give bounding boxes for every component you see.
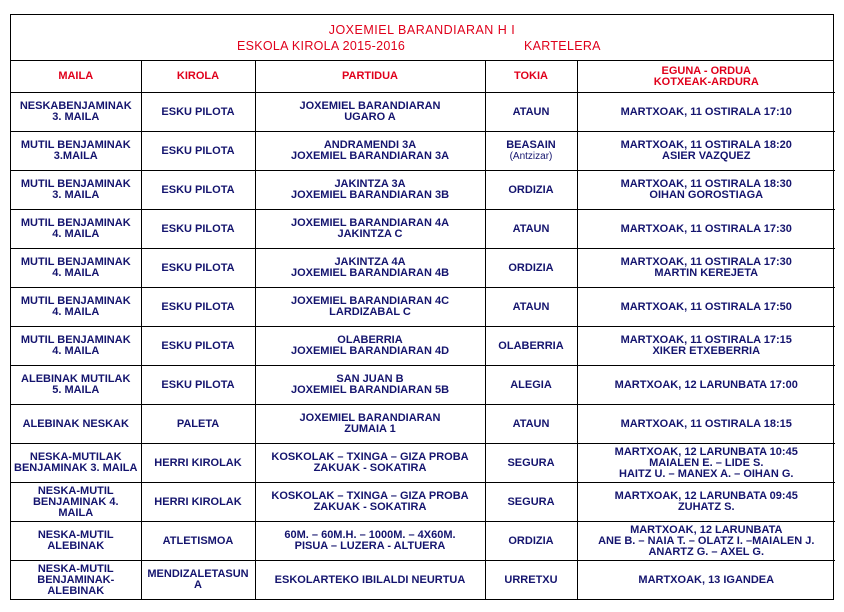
- cell-partidua-text: OLABERRIA JOXEMIEL BARANDIARAN 4D: [290, 334, 450, 357]
- cell-tokia: [485, 93, 577, 132]
- table-row: [11, 405, 835, 444]
- cell-maila: [11, 561, 141, 600]
- cell-partidua: [255, 444, 485, 483]
- cell-eguna-ordua: [577, 93, 835, 132]
- header-kirola: KIROLA: [141, 61, 255, 93]
- cell-partidua-text: JOXEMIEL BARANDIARAN ZUMAIA 1: [299, 412, 441, 435]
- cell-eguna-ordua-text: MARTXOAK, 12 LARUNBATA 17:00: [614, 378, 798, 391]
- cell-partidua-text: JOXEMIEL BARANDIARAN 4C LARDIZABAL C: [290, 295, 450, 318]
- cell-partidua-text: JAKINTZA 3A JOXEMIEL BARANDIARAN 3B: [290, 178, 450, 201]
- cell-maila: [11, 327, 141, 366]
- table-row: [11, 249, 835, 288]
- cell-maila: [11, 210, 141, 249]
- table-row: [11, 132, 835, 171]
- table-row: [11, 93, 835, 132]
- cell-partidua-text: JOXEMIEL BARANDIARAN UGARO A: [299, 100, 441, 123]
- cell-kirola-text: PALETA: [176, 417, 220, 430]
- cell-eguna-ordua: [577, 132, 835, 171]
- cell-partidua: [255, 327, 485, 366]
- cell-maila: [11, 444, 141, 483]
- cell-partidua-text: KOSKOLAK – TXINGA – GIZA PROBA ZAKUAK - SOKATIRA: [271, 490, 469, 513]
- cell-partidua: [255, 171, 485, 210]
- table-row: [11, 561, 835, 600]
- cell-partidua-text: 60M. – 60M.H. – 1000M. – 4X60M. PISUA – LUZERA - ALTUERA: [284, 529, 456, 552]
- cell-maila-text: NESKA-MUTIL BENJAMINAK- ALEBINAK: [37, 562, 115, 597]
- cell-tokia-text: ATAUN: [512, 300, 550, 313]
- cell-eguna-ordua: [577, 171, 835, 210]
- cell-tokia-text: ATAUN: [512, 105, 550, 118]
- cell-kirola: [141, 93, 255, 132]
- cell-tokia-text: OLABERRIA: [498, 339, 564, 352]
- cell-tokia-text: SEGURA: [507, 495, 555, 508]
- table-row: [11, 366, 835, 405]
- cell-maila: [11, 405, 141, 444]
- cell-eguna-ordua-text: MARTXOAK, 11 OSTIRALA 18:30 OIHAN GOROSTIAGA: [620, 178, 792, 201]
- cell-maila-text: ALEBINAK NESKAK: [22, 417, 129, 430]
- cell-tokia: [485, 366, 577, 405]
- cell-eguna-ordua-text: MARTXOAK, 13 IGANDEA: [638, 573, 775, 586]
- table-row: [11, 210, 835, 249]
- cell-maila: [11, 483, 141, 522]
- header-eguna-ordua: EGUNA - ORDUA KOTXEAK-ARDURA: [577, 61, 835, 93]
- cell-eguna-ordua: [577, 522, 835, 561]
- cell-tokia: [485, 132, 577, 171]
- cell-tokia: [485, 249, 577, 288]
- schedule-body: [11, 93, 835, 600]
- cell-tokia: [485, 327, 577, 366]
- cell-partidua: [255, 288, 485, 327]
- cell-kirola: [141, 483, 255, 522]
- title-school: JOXEMIEL BARANDIARAN H I: [328, 23, 516, 37]
- header-row: [11, 61, 835, 93]
- cell-kirola-text: HERRI KIROLAK: [154, 495, 242, 508]
- cell-eguna-ordua-text: MARTXOAK, 11 OSTIRALA 18:15: [620, 417, 792, 430]
- cell-kirola-text: ESKU PILOTA: [161, 378, 235, 391]
- cell-tokia: [485, 405, 577, 444]
- table-row: [11, 171, 835, 210]
- cell-eguna-ordua-text: MARTXOAK, 11 OSTIRALA 17:30: [620, 222, 792, 235]
- cell-tokia: [485, 210, 577, 249]
- cell-tokia-text: ATAUN: [512, 417, 550, 430]
- cell-eguna-ordua-text: MARTXOAK, 11 OSTIRALA 17:30 MARTIN KEREJETA: [620, 256, 792, 279]
- table-row: [11, 288, 835, 327]
- title-season: ESKOLA KIROLA 2015-2016: [237, 39, 406, 53]
- cell-partidua: [255, 522, 485, 561]
- cell-maila: [11, 93, 141, 132]
- cell-maila: [11, 249, 141, 288]
- cell-kirola-text: ATLETISMOA: [162, 534, 234, 547]
- cell-kirola: [141, 366, 255, 405]
- cell-partidua: [255, 93, 485, 132]
- title-kartelera: KARTELERA: [524, 39, 601, 53]
- cell-maila: [11, 522, 141, 561]
- cell-kirola-text: ESKU PILOTA: [161, 144, 235, 157]
- cell-tokia-text: ORDIZIA: [508, 534, 554, 547]
- cell-maila-text: NESKA-MUTILAK BENJAMINAK 3. MAILA: [14, 451, 138, 474]
- cell-eguna-ordua: [577, 561, 835, 600]
- cell-tokia-sub: (Antzizar): [509, 151, 553, 162]
- cell-partidua: [255, 405, 485, 444]
- cell-kirola: [141, 522, 255, 561]
- cell-maila-text: MUTIL BENJAMINAK 4. MAILA: [20, 334, 131, 357]
- cell-kirola: [141, 561, 255, 600]
- cell-partidua: [255, 483, 485, 522]
- header-partidua: PARTIDUA: [255, 61, 485, 93]
- table-row: [11, 444, 835, 483]
- cell-maila: [11, 366, 141, 405]
- table-row: [11, 327, 835, 366]
- cell-maila-text: MUTIL BENJAMINAK 4. MAILA: [20, 256, 131, 279]
- cell-eguna-ordua-text: MARTXOAK, 12 LARUNBATA ANE B. – NAIA T. – OLATZ I. –MAIALEN J. ANARTZ G. – AXEL G.: [598, 523, 815, 558]
- header-maila: MAILA: [11, 61, 141, 93]
- cell-tokia-text: SEGURA: [507, 456, 555, 469]
- cell-kirola: [141, 288, 255, 327]
- schedule-table: [11, 61, 835, 599]
- cell-maila-text: ALEBINAK MUTILAK 5. MAILA: [21, 373, 131, 396]
- cell-eguna-ordua-text: MARTXOAK, 12 LARUNBATA 10:45 MAIALEN E. – LIDE S. HAITZ U. – MANEX A. – OIHAN G.: [614, 445, 798, 480]
- cell-kirola-text: HERRI KIROLAK: [154, 456, 242, 469]
- table-row: [11, 522, 835, 561]
- cell-eguna-ordua-text: MARTXOAK, 11 OSTIRALA 17:10: [620, 105, 792, 118]
- cell-tokia: [485, 171, 577, 210]
- cell-eguna-ordua: [577, 483, 835, 522]
- cell-tokia: [485, 288, 577, 327]
- cell-partidua: [255, 210, 485, 249]
- cell-tokia: [485, 561, 577, 600]
- cell-partidua-text: ESKOLARTEKO IBILALDI NEURTUA: [274, 573, 466, 586]
- cell-maila: [11, 288, 141, 327]
- cell-kirola-text: ESKU PILOTA: [161, 222, 235, 235]
- cell-partidua-text: SAN JUAN B JOXEMIEL BARANDIARAN 5B: [290, 373, 450, 396]
- cell-tokia-text: ORDIZIA: [508, 261, 554, 274]
- cell-tokia: [485, 522, 577, 561]
- cell-maila-text: MUTIL BENJAMINAK 3.MAILA: [20, 139, 131, 162]
- cell-partidua: [255, 132, 485, 171]
- cell-maila-text: MUTIL BENJAMINAK 4. MAILA: [20, 295, 131, 318]
- cell-kirola: [141, 405, 255, 444]
- cell-maila-text: NESKA-MUTIL BENJAMINAK 4. MAILA: [32, 484, 119, 519]
- cell-tokia-text: BEASAIN: [506, 139, 556, 151]
- cell-eguna-ordua: [577, 366, 835, 405]
- cell-partidua: [255, 561, 485, 600]
- document-title: [11, 15, 833, 61]
- cell-eguna-ordua-text: MARTXOAK, 11 OSTIRALA 17:15 XIKER ETXEBERRIA: [620, 334, 792, 357]
- cell-tokia-text: URRETXU: [504, 573, 558, 586]
- cell-maila-text: MUTIL BENJAMINAK 4. MAILA: [20, 217, 131, 240]
- cell-kirola: [141, 171, 255, 210]
- cell-eguna-ordua: [577, 444, 835, 483]
- cell-partidua: [255, 249, 485, 288]
- cell-maila-text: NESKABENJAMINAK 3. MAILA: [19, 100, 132, 123]
- cell-kirola: [141, 132, 255, 171]
- cell-kirola: [141, 327, 255, 366]
- cell-maila-text: MUTIL BENJAMINAK 3. MAILA: [20, 178, 131, 201]
- cell-eguna-ordua: [577, 405, 835, 444]
- cell-kirola-text: ESKU PILOTA: [161, 300, 235, 313]
- cell-maila-text: NESKA-MUTIL ALEBINAK: [37, 529, 114, 552]
- cell-kirola: [141, 249, 255, 288]
- cell-eguna-ordua: [577, 288, 835, 327]
- cell-kirola-text: ESKU PILOTA: [161, 105, 235, 118]
- cell-kirola-text: ESKU PILOTA: [161, 183, 235, 196]
- schedule-sheet: [10, 14, 834, 600]
- cell-partidua-text: JAKINTZA 4A JOXEMIEL BARANDIARAN 4B: [290, 256, 450, 279]
- cell-tokia-text: ALEGIA: [510, 378, 552, 391]
- cell-eguna-ordua: [577, 327, 835, 366]
- cell-maila: [11, 132, 141, 171]
- cell-tokia-text: ATAUN: [512, 222, 550, 235]
- cell-kirola-text: ESKU PILOTA: [161, 261, 235, 274]
- cell-kirola: [141, 444, 255, 483]
- cell-eguna-ordua-text: MARTXOAK, 11 OSTIRALA 17:50: [620, 300, 792, 313]
- cell-tokia-text: ORDIZIA: [508, 183, 554, 196]
- cell-partidua-text: KOSKOLAK – TXINGA – GIZA PROBA ZAKUAK - SOKATIRA: [271, 451, 469, 474]
- cell-tokia: [485, 483, 577, 522]
- cell-partidua-text: JOXEMIEL BARANDIARAN 4A JAKINTZA C: [290, 217, 450, 240]
- cell-eguna-ordua-text: MARTXOAK, 12 LARUNBATA 09:45 ZUHATZ S.: [614, 490, 798, 513]
- cell-eguna-ordua: [577, 249, 835, 288]
- cell-kirola-text: ESKU PILOTA: [161, 339, 235, 352]
- header-tokia: TOKIA: [485, 61, 577, 93]
- cell-kirola: [141, 210, 255, 249]
- cell-eguna-ordua-text: MARTXOAK, 11 OSTIRALA 18:20 ASIER VAZQUEZ: [620, 139, 792, 162]
- cell-tokia: [485, 444, 577, 483]
- cell-eguna-ordua: [577, 210, 835, 249]
- table-row: [11, 483, 835, 522]
- cell-kirola-text: MENDIZALETASUN A: [147, 568, 249, 591]
- cell-partidua-text: ANDRAMENDI 3A JOXEMIEL BARANDIARAN 3A: [290, 139, 450, 162]
- cell-partidua: [255, 366, 485, 405]
- cell-maila: [11, 171, 141, 210]
